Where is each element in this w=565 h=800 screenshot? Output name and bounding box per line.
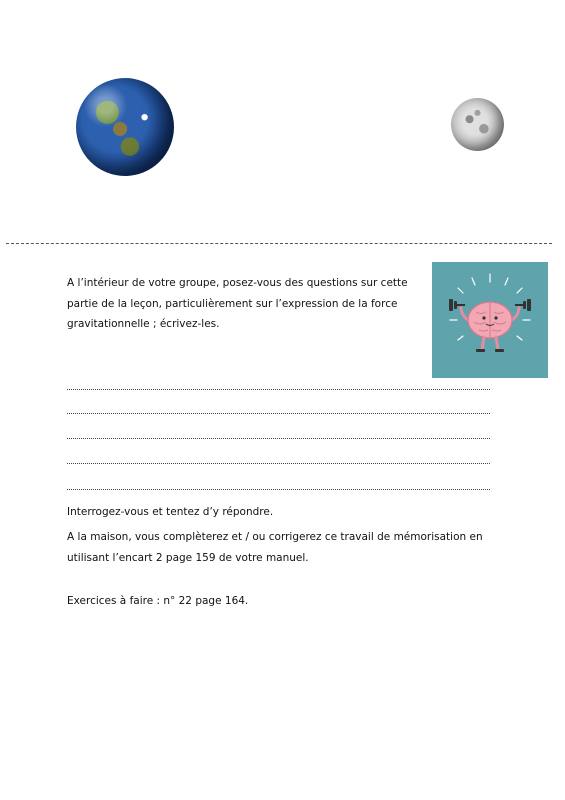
answer-line-3[interactable] bbox=[67, 438, 490, 439]
earth-image bbox=[76, 78, 174, 176]
intro-paragraph: A l’intérieur de votre groupe, posez-vous des questions sur cette partie de la leçon, particulièrement sur l’expression de la force gravitationnelle ; écrivez-les. bbox=[67, 277, 408, 330]
answer-line-2[interactable] bbox=[67, 413, 490, 414]
answer-line-4[interactable] bbox=[67, 463, 490, 464]
exercises-instruction: Exercices à faire : n° 22 page 164. bbox=[67, 595, 249, 607]
answer-line-5[interactable] bbox=[67, 489, 490, 490]
moon-image bbox=[451, 98, 504, 151]
answer-instruction: Interrogez-vous et tentez d’y répondre. bbox=[67, 506, 274, 518]
brain-illustration bbox=[432, 262, 548, 378]
home-instruction: A la maison, vous complèterez et / ou corrigerez ce travail de mémorisation en utilisant l’encart 2 page 159 de votre manuel. bbox=[67, 531, 483, 564]
brain-lifting-weights-icon bbox=[432, 262, 548, 378]
dashed-divider bbox=[6, 243, 552, 244]
answer-line-1[interactable] bbox=[67, 389, 490, 390]
